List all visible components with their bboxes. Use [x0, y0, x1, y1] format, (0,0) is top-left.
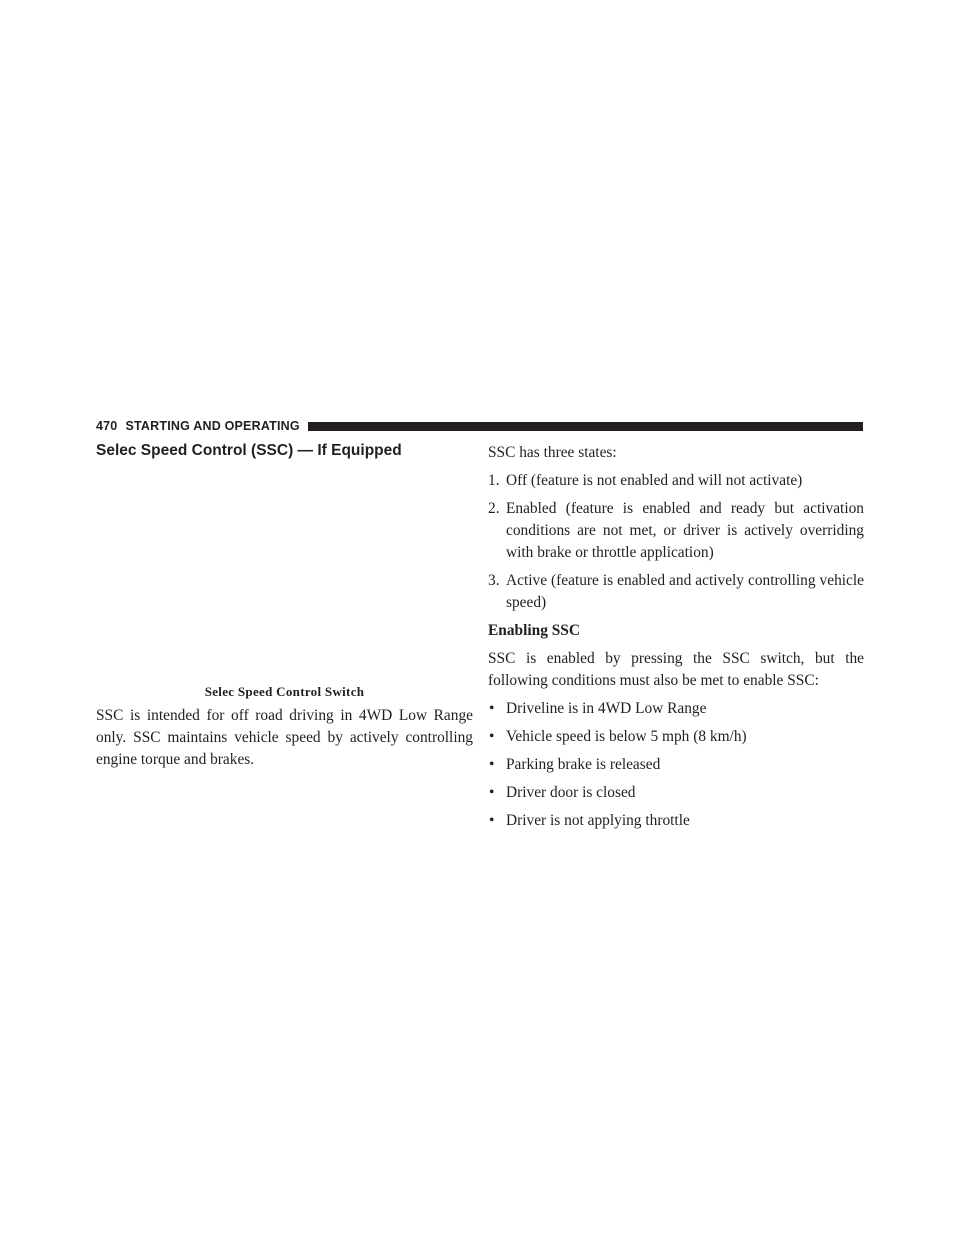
- intro-paragraph: SSC is intended for off road driving in 4WD Low Range only. SSC maintains vehicle speed by actively controlling engine torque and brakes.: [96, 707, 473, 768]
- bullet-icon: •: [489, 784, 495, 801]
- state-item: [488, 498, 864, 564]
- bullet-icon: •: [489, 728, 495, 745]
- subheading: Enabling SSC: [488, 622, 580, 639]
- bullet-icon: •: [489, 756, 495, 773]
- page-number: 470: [96, 419, 118, 433]
- state-item: [488, 570, 864, 614]
- condition-item: [488, 782, 864, 804]
- condition-item: [488, 698, 864, 720]
- figure-caption: Selec Speed Control Switch: [204, 684, 365, 699]
- figure-area: [96, 461, 473, 683]
- bullet-icon: •: [489, 812, 495, 829]
- state-item: [488, 470, 864, 492]
- state-text: Off (feature is not enabled and will not activate): [506, 472, 803, 489]
- page-header: [96, 419, 863, 433]
- condition-text: Parking brake is released: [506, 756, 661, 773]
- state-text: Active (feature is enabled and actively controlling vehicle speed): [506, 572, 864, 611]
- left-column: [96, 441, 473, 771]
- condition-item: [488, 810, 864, 832]
- condition-text: Driveline is in 4WD Low Range: [506, 700, 707, 717]
- condition-text: Driver door is closed: [506, 784, 636, 801]
- section-name: STARTING AND OPERATING: [125, 419, 300, 433]
- states-intro: SSC has three states:: [488, 444, 617, 461]
- state-number: 1.: [488, 472, 500, 489]
- bullet-icon: •: [489, 700, 495, 717]
- state-number: 2.: [488, 500, 500, 517]
- state-text: Enabled (feature is enabled and ready but activation conditions are not met, or driver is actively overriding with brake or throttle application): [506, 500, 864, 561]
- condition-text: Vehicle speed is below 5 mph (8 km/h): [506, 728, 747, 745]
- condition-text: Driver is not applying throttle: [506, 812, 690, 829]
- condition-item: [488, 726, 864, 748]
- header-rule: [308, 422, 863, 431]
- enable-paragraph: SSC is enabled by pressing the SSC switch, but the following conditions must also be met to enable SSC:: [488, 650, 864, 689]
- section-title: Selec Speed Control (SSC) — If Equipped: [96, 442, 402, 459]
- condition-item: [488, 754, 864, 776]
- right-column: [488, 442, 864, 838]
- state-number: 3.: [488, 572, 500, 589]
